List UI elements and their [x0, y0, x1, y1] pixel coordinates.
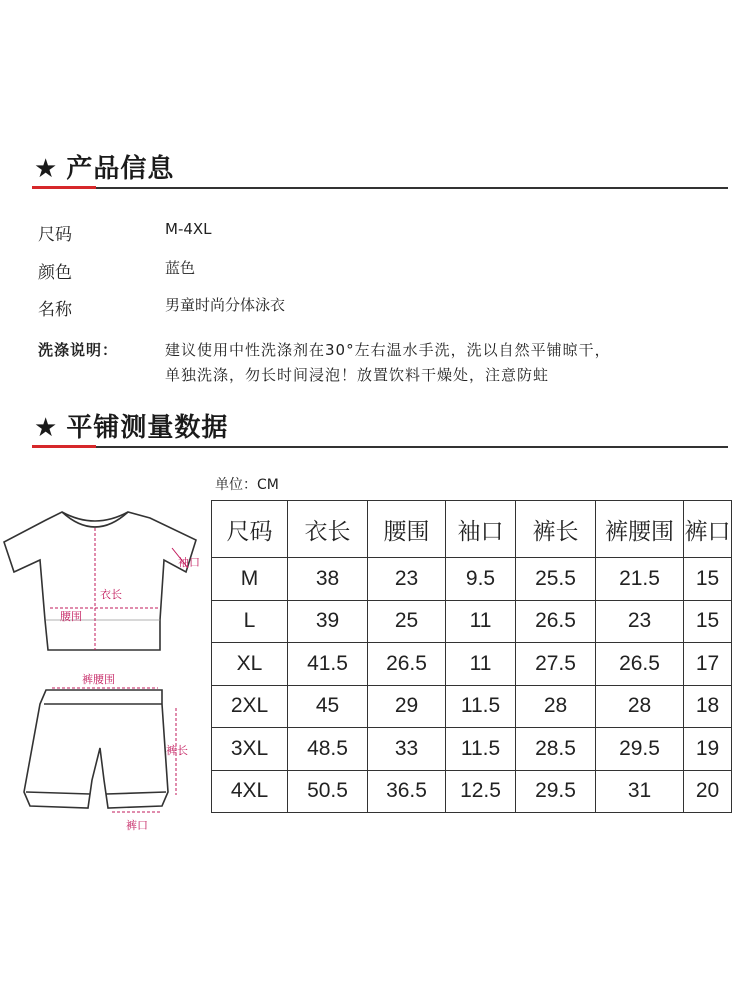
- size-cell: 4XL: [212, 770, 288, 813]
- measurement-cell: 48.5: [288, 728, 368, 771]
- diagram-label-pants-hem: 裤口: [126, 819, 148, 832]
- diagram-label-pants-length: 裤长: [166, 744, 188, 757]
- size-cell: M: [212, 558, 288, 601]
- table-row: [212, 643, 732, 686]
- section-title-text: 平铺测量数据: [66, 413, 229, 443]
- measurement-cell: 39: [288, 600, 368, 643]
- table-row: [212, 600, 732, 643]
- table-header-cell: 袖口: [446, 501, 516, 558]
- measurement-cell: 17: [684, 643, 732, 686]
- section-title-product-info: [34, 148, 174, 185]
- measurement-cell: 41.5: [288, 643, 368, 686]
- size-table: [211, 500, 732, 813]
- shorts-outline-icon: [24, 690, 168, 808]
- table-header-row: [212, 501, 732, 558]
- measurement-cell: 12.5: [446, 770, 516, 813]
- measurement-cell: 26.5: [368, 643, 446, 686]
- measurement-cell: 11.5: [446, 728, 516, 771]
- tshirt-outline-icon: [4, 512, 196, 650]
- measurement-cell: 11.5: [446, 685, 516, 728]
- measurement-cell: 28: [596, 685, 684, 728]
- measurement-cell: 26.5: [516, 600, 596, 643]
- diagram-label-length: 衣长: [100, 588, 122, 601]
- measurement-cell: 29: [368, 685, 446, 728]
- measurement-cell: 11: [446, 643, 516, 686]
- garment-diagram: [0, 490, 210, 840]
- size-cell: XL: [212, 643, 288, 686]
- table-header-cell: 腰围: [368, 501, 446, 558]
- section-title-text: 产品信息: [66, 154, 175, 184]
- table-header-cell: 裤腰围: [596, 501, 684, 558]
- diagram-label-sleeve: 袖口: [178, 556, 200, 569]
- measurement-cell: 19: [684, 728, 732, 771]
- info-label-color: 颜色: [38, 263, 72, 283]
- wash-label: 洗涤说明：: [38, 341, 119, 359]
- measurement-cell: 11: [446, 600, 516, 643]
- measurement-cell: 31: [596, 770, 684, 813]
- measurement-cell: 28.5: [516, 728, 596, 771]
- measurement-cell: 29.5: [596, 728, 684, 771]
- measurement-cell: 50.5: [288, 770, 368, 813]
- diagram-label-waist: 腰围: [60, 610, 82, 623]
- measurement-cell: 20: [684, 770, 732, 813]
- measurement-cell: 36.5: [368, 770, 446, 813]
- diagram-label-pants-waist: 裤腰围: [82, 673, 115, 686]
- info-value-name: 男童时尚分体泳衣: [165, 296, 286, 314]
- measurement-cell: 23: [368, 558, 446, 601]
- table-header-cell: 尺码: [212, 501, 288, 558]
- measurement-cell: 9.5: [446, 558, 516, 601]
- measurement-cell: 27.5: [516, 643, 596, 686]
- measurement-cell: 25.5: [516, 558, 596, 601]
- measurement-cell: 26.5: [596, 643, 684, 686]
- measurement-cell: 21.5: [596, 558, 684, 601]
- table-row: [212, 770, 732, 813]
- info-label-size: 尺码: [38, 225, 72, 245]
- table-header-cell: 裤长: [516, 501, 596, 558]
- table-row: [212, 558, 732, 601]
- title-underline-accent: [32, 186, 96, 189]
- info-value-color: 蓝色: [165, 259, 196, 277]
- measurement-cell: 29.5: [516, 770, 596, 813]
- measurement-cell: 23: [596, 600, 684, 643]
- star-icon: ★: [34, 413, 59, 443]
- measurement-cell: 15: [684, 558, 732, 601]
- title-underline: [96, 446, 728, 448]
- measurement-cell: 33: [368, 728, 446, 771]
- info-value-size: M-4XL: [165, 220, 212, 238]
- unit-label: 单位：CM: [215, 477, 279, 493]
- size-cell: 3XL: [212, 728, 288, 771]
- measurement-cell: 38: [288, 558, 368, 601]
- table-row: [212, 685, 732, 728]
- info-label-name: 名称: [38, 300, 72, 320]
- measurement-cell: 25: [368, 600, 446, 643]
- star-icon: ★: [34, 154, 59, 184]
- wash-text-line1: 建议使用中性洗涤剂在30°左右温水手洗，洗以自然平铺晾干，: [165, 341, 611, 359]
- table-row: [212, 728, 732, 771]
- title-underline: [96, 187, 728, 189]
- section-title-measurements: [34, 407, 228, 444]
- measurement-cell: 18: [684, 685, 732, 728]
- wash-text-line2: 单独洗涤，勿长时间浸泡！放置饮料干燥处，注意防蛀: [165, 366, 550, 384]
- measurement-cell: 28: [516, 685, 596, 728]
- size-cell: L: [212, 600, 288, 643]
- table-header-cell: 衣长: [288, 501, 368, 558]
- measurement-cell: 15: [684, 600, 732, 643]
- title-underline-accent: [32, 445, 96, 448]
- measurement-cell: 45: [288, 685, 368, 728]
- size-cell: 2XL: [212, 685, 288, 728]
- table-header-cell: 裤口: [684, 501, 732, 558]
